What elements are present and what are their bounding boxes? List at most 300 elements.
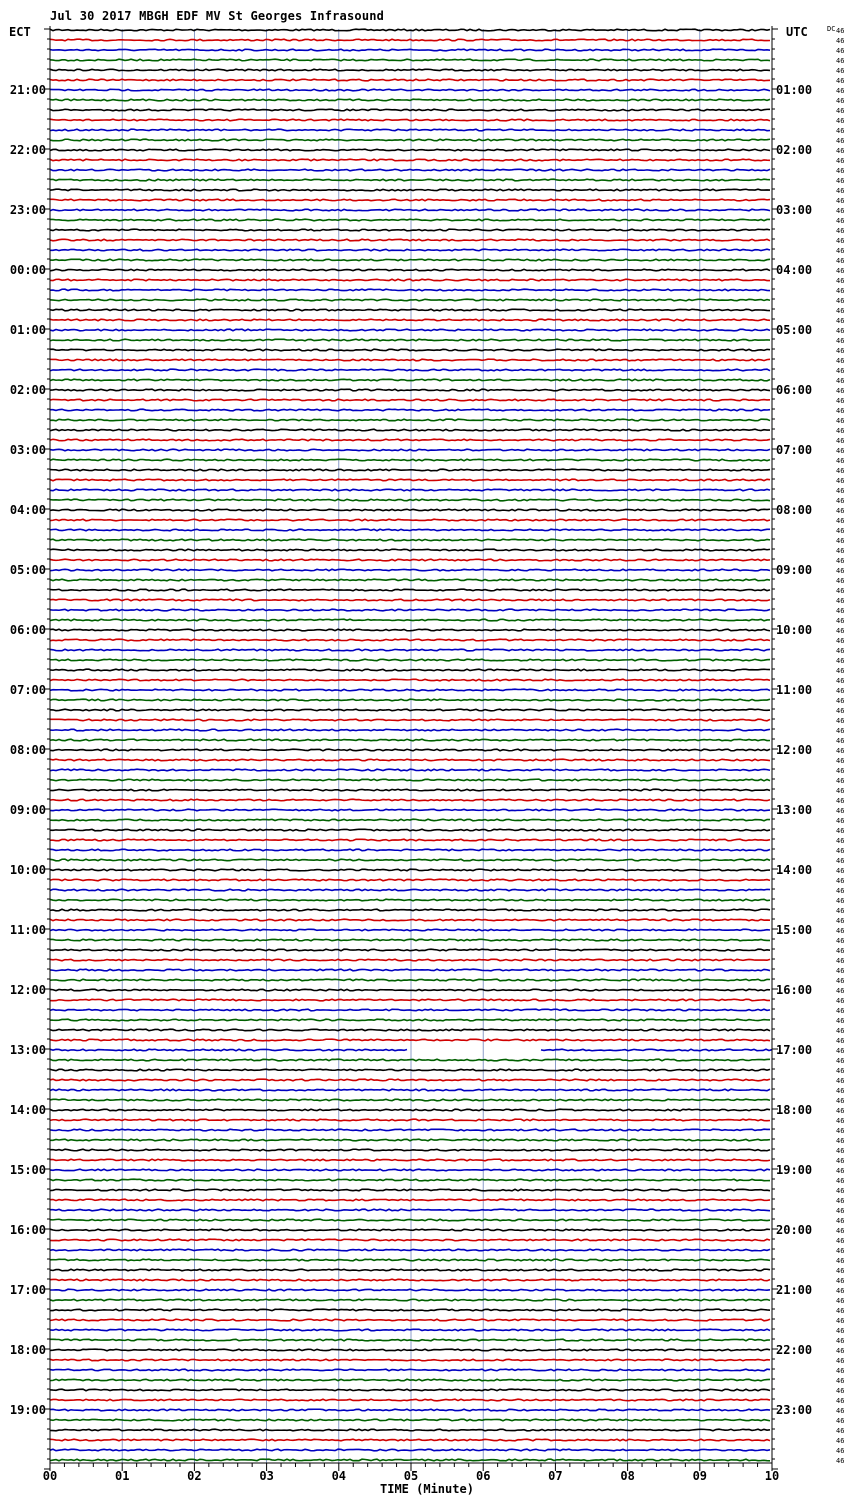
- x-tick-label: 04: [331, 1469, 347, 1483]
- trace-line: [50, 169, 770, 171]
- right-hour-label: 12:00: [776, 743, 813, 757]
- trace-line: [50, 839, 770, 841]
- row-scale-label: 46: [836, 967, 845, 975]
- left-hour-label: 08:00: [9, 743, 46, 757]
- right-hour-label: 16:00: [776, 983, 813, 997]
- trace-line: [50, 1349, 770, 1351]
- right-hour-label: 18:00: [776, 1103, 813, 1117]
- row-scale-label: 46: [836, 1327, 845, 1335]
- trace-line: [50, 1129, 770, 1131]
- right-hour-label: 21:00: [776, 1283, 813, 1297]
- trace-line: [50, 39, 770, 41]
- trace-line: [50, 1319, 770, 1321]
- trace-line: [50, 739, 770, 741]
- left-hour-label: 17:00: [9, 1283, 46, 1297]
- row-scale-label: 46: [836, 517, 845, 525]
- row-scale-label: 46: [836, 37, 845, 45]
- row-scale-label: 46: [836, 877, 845, 885]
- right-hour-label: 03:00: [776, 203, 813, 217]
- row-scale-label: 46: [836, 637, 845, 645]
- trace-line: [50, 479, 770, 481]
- right-hour-label: 10:00: [776, 623, 813, 637]
- row-scale-label: 46: [836, 337, 845, 345]
- row-scale-label: 46: [836, 147, 845, 155]
- right-hour-label: 14:00: [776, 863, 813, 877]
- trace-line: [50, 709, 770, 711]
- trace-line: [50, 1279, 770, 1281]
- row-scale-label: 46: [836, 1127, 845, 1135]
- right-hour-label: 11:00: [776, 683, 813, 697]
- trace-line: [50, 119, 770, 121]
- row-scale-label: 46: [836, 1047, 845, 1055]
- trace-line: [50, 1419, 770, 1421]
- trace-line: [50, 359, 770, 361]
- trace-line: [50, 959, 770, 961]
- row-scale-label: 46: [836, 477, 845, 485]
- row-scale-label: 46: [836, 617, 845, 625]
- trace-line: [50, 889, 770, 891]
- row-scale-label: 46: [836, 757, 845, 765]
- row-scale-label: 46: [836, 1027, 845, 1035]
- trace-line: [50, 219, 770, 221]
- row-scale-label: 46: [836, 547, 845, 555]
- right-hour-label: 09:00: [776, 563, 813, 577]
- row-scale-label: 46: [836, 667, 845, 675]
- trace-line: [50, 1259, 770, 1261]
- trace-line: [50, 549, 770, 551]
- row-scale-label: 46: [836, 1377, 845, 1385]
- trace-line: [50, 189, 770, 191]
- row-scale-label: 46: [836, 807, 845, 815]
- row-scale-label: 46: [836, 487, 845, 495]
- row-scale-label: 46: [836, 987, 845, 995]
- trace-line: [50, 1039, 770, 1041]
- left-hour-label: 11:00: [9, 923, 46, 937]
- left-hour-label: 03:00: [9, 443, 46, 457]
- trace-line: [50, 899, 770, 901]
- row-scale-label: 46: [836, 247, 845, 255]
- left-hour-label: 10:00: [9, 863, 46, 877]
- right-hour-label: 05:00: [776, 323, 813, 337]
- axis-labels: [10, 27, 845, 1483]
- trace-line: [50, 539, 770, 541]
- row-scale-label: 46: [836, 687, 845, 695]
- trace-line: [50, 589, 770, 591]
- trace-line: [50, 999, 770, 1001]
- trace-line: [50, 1299, 770, 1301]
- row-scale-label: 46: [836, 557, 845, 565]
- row-scale-label: 46: [836, 1227, 845, 1235]
- row-scale-label: 46: [836, 1417, 845, 1425]
- left-hour-label: 01:00: [9, 323, 46, 337]
- trace-line: [50, 1239, 770, 1241]
- row-scale-label: 46: [836, 1067, 845, 1075]
- trace-line: [50, 859, 770, 861]
- row-scale-label: 46: [836, 837, 845, 845]
- row-scale-label: 46: [836, 1427, 845, 1435]
- trace-line: [50, 99, 770, 101]
- trace-line: [50, 849, 770, 851]
- row-scale-label: 46: [836, 1007, 845, 1015]
- trace-line: [50, 1179, 770, 1181]
- trace-line: [50, 1189, 770, 1191]
- row-scale-label: 46: [836, 217, 845, 225]
- trace-line: [50, 379, 770, 381]
- x-tick-label: 07: [548, 1469, 563, 1483]
- trace-line: [50, 409, 770, 411]
- row-scale-label: 46: [836, 417, 845, 425]
- row-scale-label: 46: [836, 577, 845, 585]
- row-scale-label: 46: [836, 1457, 845, 1465]
- row-scale-label: 46: [836, 117, 845, 125]
- x-tick-label: 01: [114, 1469, 130, 1483]
- trace-line: [50, 919, 770, 921]
- trace-line: [50, 59, 770, 61]
- trace-line: [50, 689, 770, 691]
- right-hour-label: 22:00: [776, 1343, 813, 1357]
- trace-line: [50, 259, 770, 261]
- chart-title: Jul 30 2017 MBGH EDF MV St Georges Infrasound: [50, 9, 385, 23]
- trace-line: [50, 489, 770, 491]
- trace-line: [50, 699, 770, 701]
- trace-line: [50, 1409, 770, 1411]
- row-scale-label: 46: [836, 1267, 845, 1275]
- trace-line: [50, 629, 770, 631]
- trace-line: [50, 619, 770, 621]
- row-scale-label: 46: [836, 57, 845, 65]
- row-scale-label: 46: [836, 387, 845, 395]
- right-timezone-label: UTC: [786, 25, 808, 39]
- row-scale-label: 46: [836, 177, 845, 185]
- right-hour-label: 17:00: [776, 1043, 813, 1057]
- row-scale-label: 46: [836, 267, 845, 275]
- trace-line: [50, 989, 770, 991]
- right-hour-label: 08:00: [776, 503, 813, 517]
- row-scale-label: 46: [836, 1247, 845, 1255]
- left-hour-label: 04:00: [9, 503, 46, 517]
- left-hour-label: 13:00: [9, 1043, 46, 1057]
- row-scale-label: 46: [836, 697, 845, 705]
- trace-line: [50, 1089, 770, 1091]
- row-scale-label: 46: [836, 597, 845, 605]
- row-scale-label: 46: [836, 977, 845, 985]
- row-scale-label: 46: [836, 1037, 845, 1045]
- trace-line: [50, 499, 770, 501]
- trace-line: [50, 669, 770, 671]
- row-scale-label: 46: [836, 537, 845, 545]
- x-tick-label: 00: [42, 1469, 58, 1483]
- trace-line: [50, 1199, 770, 1201]
- trace-line: [50, 319, 770, 321]
- row-scale-label: 46: [836, 187, 845, 195]
- row-scale-label: 46: [836, 1107, 845, 1115]
- row-scale-label: 46: [836, 607, 845, 615]
- right-hour-label: 23:00: [776, 1403, 813, 1417]
- trace-line: [50, 809, 770, 811]
- trace-line: [50, 449, 770, 451]
- right-hour-label: 06:00: [776, 383, 813, 397]
- right-hour-label: 13:00: [776, 803, 813, 817]
- row-scale-label: 46: [836, 677, 845, 685]
- row-scale-label: 46: [836, 297, 845, 305]
- row-scale-label: 46: [836, 567, 845, 575]
- right-hour-label: 02:00: [776, 143, 813, 157]
- left-hour-label: 12:00: [9, 983, 46, 997]
- x-tick-label: 06: [475, 1469, 491, 1483]
- row-scale-label: 46: [836, 1357, 845, 1365]
- trace-line: [50, 199, 770, 201]
- trace-line: [50, 139, 770, 141]
- trace-line: [50, 819, 770, 821]
- trace-line: [50, 529, 770, 531]
- trace-line: [50, 609, 770, 611]
- right-hour-label: 20:00: [776, 1223, 813, 1237]
- trace-line: [50, 339, 770, 341]
- row-scale-label: 46: [836, 287, 845, 295]
- trace-line: [50, 789, 770, 791]
- scale-header: DC: [827, 25, 836, 33]
- trace-line: [50, 1169, 770, 1171]
- row-scale-label: 46: [836, 887, 845, 895]
- row-scale-label: 46: [836, 737, 845, 745]
- left-hour-label: 23:00: [9, 203, 46, 217]
- trace-line: [50, 1249, 770, 1251]
- left-hour-label: 21:00: [9, 83, 46, 97]
- row-scale-label: 46: [836, 467, 845, 475]
- trace-line: [50, 29, 770, 31]
- row-scale-label: 46: [836, 1167, 845, 1175]
- trace-line: [50, 1229, 770, 1231]
- row-scale-label: 46: [836, 1337, 845, 1345]
- row-scale-label: 46: [836, 207, 845, 215]
- row-scale-label: 46: [836, 437, 845, 445]
- row-scale-label: 46: [836, 627, 845, 635]
- trace-line: [50, 969, 770, 971]
- row-scale-label: 46: [836, 257, 845, 265]
- trace-line: [50, 439, 770, 441]
- trace-line: [50, 1389, 770, 1391]
- trace-line: [50, 559, 770, 561]
- row-scale-label: 46: [836, 1207, 845, 1215]
- row-scale-label: 46: [836, 957, 845, 965]
- row-scale-label: 46: [836, 1307, 845, 1315]
- row-scale-label: 46: [836, 727, 845, 735]
- trace-line: [50, 1379, 770, 1381]
- row-scale-label: 46: [836, 897, 845, 905]
- row-scale-label: 46: [836, 377, 845, 385]
- trace-line: [50, 269, 770, 271]
- trace-line: [50, 599, 770, 601]
- right-hour-label: 04:00: [776, 263, 813, 277]
- trace-line: [50, 759, 770, 761]
- row-scale-label: 46: [836, 97, 845, 105]
- row-scale-label: 46: [836, 447, 845, 455]
- trace-line: [50, 1019, 770, 1021]
- row-scale-label: 46: [836, 1157, 845, 1165]
- x-tick-label: 05: [403, 1469, 419, 1483]
- trace-line: [50, 939, 770, 941]
- row-scale-label: 46: [836, 1177, 845, 1185]
- right-hour-label: 15:00: [776, 923, 813, 937]
- left-hour-label: 18:00: [9, 1343, 46, 1357]
- row-scale-label: 46: [836, 227, 845, 235]
- row-scale-label: 46: [836, 277, 845, 285]
- left-hour-label: 07:00: [9, 683, 46, 697]
- trace-line: [50, 1289, 770, 1291]
- trace-line: [50, 639, 770, 641]
- row-scale-label: 46: [836, 87, 845, 95]
- x-tick-label: 03: [259, 1469, 274, 1483]
- right-hour-label: 01:00: [776, 83, 813, 97]
- row-scale-label: 46: [836, 1057, 845, 1065]
- trace-line: [50, 149, 770, 151]
- row-scale-label: 46: [836, 27, 845, 35]
- row-scale-label: 46: [836, 1387, 845, 1395]
- trace-line: [50, 579, 770, 581]
- row-scale-label: 46: [836, 1287, 845, 1295]
- trace-line: [50, 469, 770, 471]
- trace-line: [50, 1009, 770, 1011]
- trace-line: [50, 79, 770, 81]
- trace-line: [50, 1069, 770, 1071]
- trace-line: [50, 279, 770, 281]
- row-scale-label: 46: [836, 847, 845, 855]
- trace-line: [50, 879, 770, 881]
- row-scale-label: 46: [836, 1297, 845, 1305]
- trace-line: [50, 1109, 770, 1111]
- row-scale-label: 46: [836, 1237, 845, 1245]
- row-scale-label: 46: [836, 587, 845, 595]
- right-hour-label: 07:00: [776, 443, 813, 457]
- row-scale-label: 46: [836, 327, 845, 335]
- row-scale-label: 46: [836, 1397, 845, 1405]
- row-scale-label: 46: [836, 457, 845, 465]
- left-hour-label: 06:00: [9, 623, 46, 637]
- row-scale-label: 46: [836, 427, 845, 435]
- x-tick-label: 10: [764, 1469, 780, 1483]
- trace-line: [50, 869, 770, 871]
- row-scale-label: 46: [836, 47, 845, 55]
- x-tick-label: 09: [692, 1469, 708, 1483]
- row-scale-label: 46: [836, 157, 845, 165]
- x-tick-label: 02: [187, 1469, 202, 1483]
- row-scale-label: 46: [836, 1077, 845, 1085]
- trace-line: [50, 1029, 770, 1031]
- row-scale-label: 46: [836, 107, 845, 115]
- row-scale-label: 46: [836, 827, 845, 835]
- trace-line: [50, 249, 770, 251]
- trace-line: [50, 509, 770, 511]
- trace-line: [50, 239, 770, 241]
- trace-line: [50, 369, 770, 371]
- trace-line: [50, 1429, 770, 1431]
- row-scale-label: 46: [836, 127, 845, 135]
- row-scale-label: 46: [836, 397, 845, 405]
- row-scale-label: 46: [836, 717, 845, 725]
- row-scale-label: 46: [836, 77, 845, 85]
- row-scale-label: 46: [836, 1187, 845, 1195]
- row-scale-label: 46: [836, 907, 845, 915]
- row-scale-label: 46: [836, 1257, 845, 1265]
- trace-line: [50, 1139, 770, 1141]
- trace-line: [50, 729, 770, 731]
- trace-line: [50, 459, 770, 461]
- left-timezone-label: ECT: [9, 25, 31, 39]
- trace-line: [50, 1329, 770, 1331]
- row-scale-label: 46: [836, 1447, 845, 1455]
- trace-line: [50, 89, 770, 91]
- trace-line: [50, 1339, 770, 1341]
- right-hour-label: 19:00: [776, 1163, 813, 1177]
- row-scale-label: 46: [836, 947, 845, 955]
- trace-line: [541, 1049, 772, 1051]
- row-scale-label: 46: [836, 857, 845, 865]
- trace-line: [50, 909, 770, 911]
- left-hour-label: 15:00: [9, 1163, 46, 1177]
- row-scale-label: 46: [836, 1367, 845, 1375]
- trace-line: [50, 1359, 770, 1361]
- row-scale-label: 46: [836, 1097, 845, 1105]
- row-scale-label: 46: [836, 927, 845, 935]
- trace-line: [50, 329, 770, 331]
- x-tick-label: 08: [620, 1469, 635, 1483]
- trace-line: [50, 349, 770, 351]
- x-axis-label: TIME (Minute): [380, 1482, 474, 1496]
- trace-line: [50, 1149, 770, 1151]
- left-hour-label: 19:00: [9, 1403, 46, 1417]
- row-scale-label: 46: [836, 657, 845, 665]
- trace-line: [50, 679, 770, 681]
- trace-line: [50, 229, 770, 231]
- row-scale-label: 46: [836, 867, 845, 875]
- row-scale-label: 46: [836, 357, 845, 365]
- row-scale-label: 46: [836, 1197, 845, 1205]
- row-scale-label: 46: [836, 407, 845, 415]
- trace-line: [50, 179, 770, 181]
- trace-line: [50, 659, 770, 661]
- trace-line: [50, 979, 770, 981]
- row-scale-label: 46: [836, 307, 845, 315]
- left-hour-label: 05:00: [9, 563, 46, 577]
- row-scale-label: 46: [836, 797, 845, 805]
- trace-line: [50, 649, 770, 651]
- trace-line: [50, 829, 770, 831]
- trace-line: [50, 949, 770, 951]
- trace-line: [50, 49, 770, 51]
- row-scale-label: 46: [836, 647, 845, 655]
- trace-line: [50, 1439, 770, 1441]
- trace-line: [50, 1459, 770, 1461]
- row-scale-label: 46: [836, 917, 845, 925]
- trace-line: [50, 419, 770, 421]
- row-scale-label: 46: [836, 1087, 845, 1095]
- trace-line: [50, 299, 770, 301]
- row-scale-label: 46: [836, 787, 845, 795]
- trace-line: [50, 209, 770, 211]
- row-scale-label: 46: [836, 507, 845, 515]
- row-scale-label: 46: [836, 817, 845, 825]
- trace-line: [50, 1219, 770, 1221]
- trace-line: [50, 799, 770, 801]
- left-hour-label: 16:00: [9, 1223, 46, 1237]
- row-scale-label: 46: [836, 1347, 845, 1355]
- trace-line: [50, 129, 770, 131]
- row-scale-label: 46: [836, 937, 845, 945]
- row-scale-label: 46: [836, 1217, 845, 1225]
- left-hour-label: 00:00: [9, 263, 46, 277]
- trace-line: [50, 1209, 770, 1211]
- row-scale-label: 46: [836, 1147, 845, 1155]
